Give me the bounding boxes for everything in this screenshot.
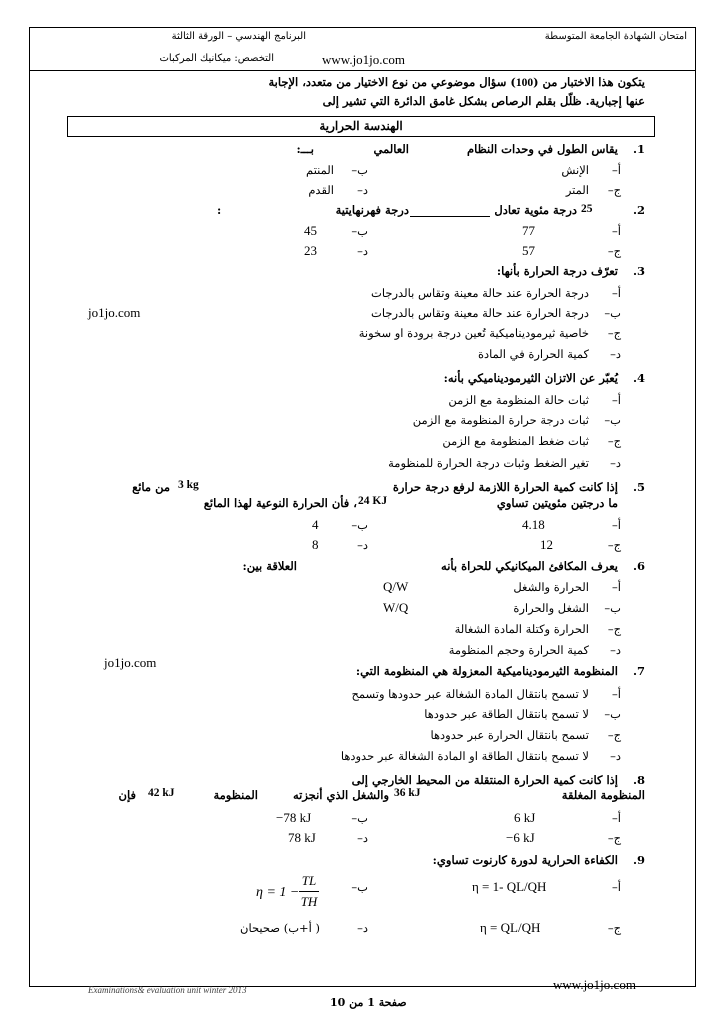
q2-option-a: 77 bbox=[522, 223, 535, 238]
q3-num: 3. bbox=[632, 264, 645, 278]
q3-option-a: درجة الحرارة عند حالة معينة وتقاس بالدرجات bbox=[371, 286, 589, 300]
watermark-1: jo1jo.com bbox=[88, 305, 141, 320]
q6-formula-a: Q/W bbox=[383, 579, 409, 594]
q4-label-a: أ– bbox=[612, 393, 621, 407]
header-site: www.jo1jo.com bbox=[322, 52, 405, 67]
q6-option-b: الشغل والحرارة bbox=[513, 601, 589, 615]
q3-label-c: ج– bbox=[607, 326, 621, 340]
question-count: 100 bbox=[515, 77, 534, 89]
q6-label-d: د– bbox=[610, 643, 621, 657]
q9-label-b: ب– bbox=[351, 880, 368, 894]
q8-label-a: أ– bbox=[612, 811, 621, 825]
q3-option-b: درجة الحرارة عند حالة معينة وتقاس بالدرجات bbox=[371, 306, 589, 320]
intro-line2: عنها إجبارية. ظلّل بقلم الرصاص بشكل غامق الدائرة التي تشير إلى bbox=[322, 94, 645, 108]
q7-option-a: لا تسمح بانتقال المادة الشغالة عبر حدودها وتسمح bbox=[351, 687, 589, 701]
q5-label-a: أ– bbox=[612, 518, 621, 532]
q5-line2: ما درجتين مئويتين تساوي bbox=[496, 496, 618, 510]
q4-option-c: ثبات ضغط المنظومة مع الزمن bbox=[442, 434, 589, 448]
q9-num: 9. bbox=[632, 853, 645, 867]
q2-label-d: د– bbox=[357, 244, 368, 258]
q9-option-c: η = QL/QH bbox=[480, 920, 541, 935]
q6-label-c: ج– bbox=[607, 622, 621, 636]
q1-num: 1. bbox=[632, 142, 645, 156]
q1-text: يقاس الطول في وحدات النظام bbox=[466, 142, 618, 156]
q6-num: 6. bbox=[632, 559, 645, 573]
q8-text: إذا كانت كمية الحرارة المنتقلة من المحيط الخارجي إلى bbox=[351, 773, 618, 787]
exam-name: امتحان الشهادة الجامعة المتوسطة bbox=[544, 31, 687, 42]
q7-label-c: ج– bbox=[607, 728, 621, 742]
q4-label-d: د– bbox=[610, 456, 621, 470]
q2-blank bbox=[410, 216, 490, 217]
q1-text3: بـــ: bbox=[296, 142, 314, 156]
q5-option-a: 4.18 bbox=[522, 517, 545, 532]
header-rule bbox=[30, 70, 695, 71]
page-number: صفحة 1 من 10 bbox=[330, 996, 407, 1009]
q8-option-a: 6 kJ bbox=[514, 810, 536, 825]
program-name: البرنامج الهندسي – الورقة الثالثة bbox=[171, 31, 306, 42]
q7-text: المنظومة الثيرموديناميكية المعزولة هي المنظومة التي: bbox=[355, 664, 618, 678]
q5-label-c: ج– bbox=[607, 538, 621, 552]
q9-option-b-eta: η = 1 − bbox=[256, 885, 300, 900]
q3-label-b: ب– bbox=[604, 306, 621, 320]
q7-option-d: لا تسمح بانتقال الطاقة او المادة الشغالة عبر حدودها bbox=[340, 749, 589, 763]
q5-label-d: د– bbox=[357, 538, 368, 552]
q2-text: درجة مئوية تعادل bbox=[494, 203, 577, 217]
q8-heat: 42 kJ bbox=[148, 787, 175, 799]
q8-line2c: المنظومة bbox=[213, 788, 258, 802]
q2-label-a: أ– bbox=[612, 224, 621, 238]
q9-label-d: د– bbox=[357, 921, 368, 935]
q3-label-a: أ– bbox=[612, 286, 621, 300]
q9-fraction-num: TL bbox=[301, 873, 317, 888]
q8-label-d: د– bbox=[357, 831, 368, 845]
q5-option-d: 8 bbox=[312, 537, 319, 552]
q9-label-a: أ– bbox=[612, 880, 621, 894]
q6-text2: العلاقة بين: bbox=[242, 559, 297, 573]
q2-option-d: 23 bbox=[304, 243, 317, 258]
q6-formula-b: W/Q bbox=[383, 600, 409, 615]
q1-label-c: ج– bbox=[607, 183, 621, 197]
q1-text2: العالمي bbox=[373, 142, 409, 156]
section-title: الهندسة الحرارية bbox=[67, 116, 655, 137]
q6-option-d: كمية الحرارة وحجم المنظومة bbox=[448, 643, 589, 657]
q5-mass: 3 kg bbox=[178, 479, 199, 491]
q1-label-d: د– bbox=[357, 183, 368, 197]
q5-label-b: ب– bbox=[351, 518, 368, 532]
q4-option-b: ثبات درجة حرارة المنظومة مع الزمن bbox=[412, 413, 589, 427]
q6-label-a: أ– bbox=[612, 580, 621, 594]
q4-option-d: تغير الضغط وثبات درجة الحرارة للمنظومة bbox=[388, 456, 589, 470]
q2-option-c: 57 bbox=[522, 243, 535, 258]
q9-option-a: η = 1- QL/QH bbox=[472, 879, 547, 894]
q8-work: 36 kJ bbox=[394, 787, 421, 799]
q8-option-c: −6 kJ bbox=[506, 830, 535, 845]
q1-option-b: المنتم bbox=[306, 163, 334, 177]
q6-text: يعرف المكافئ الميكانيكي للحراة بأنه bbox=[441, 559, 618, 573]
q1-label-a: أ– bbox=[612, 163, 621, 177]
specialty: التخصص: ميكانيك المركبات bbox=[159, 53, 274, 64]
q5-option-c: 12 bbox=[540, 537, 553, 552]
q3-option-d: كمية الحرارة في المادة bbox=[477, 347, 589, 361]
q8-line2d: فإن bbox=[118, 788, 136, 802]
q2-text2: درجة فهرنهايتية bbox=[335, 203, 409, 217]
q9-text: الكفاءة الحرارية لدورة كارنوت تساوي: bbox=[432, 853, 618, 867]
q1-label-b: ب– bbox=[351, 163, 368, 177]
q8-line2a: المنظومة المغلقة bbox=[561, 788, 645, 802]
q7-label-d: د– bbox=[610, 749, 621, 763]
q5-line2b: ، فأن الحرارة النوعية لهذا المائع bbox=[203, 496, 357, 510]
q4-label-c: ج– bbox=[607, 434, 621, 448]
footer-unit: Examinations& evaluation unit winter 2013 bbox=[88, 985, 247, 995]
q9-option-d: ( أ+ب) صحيحان bbox=[240, 921, 320, 935]
q5-option-b: 4 bbox=[312, 517, 319, 532]
q9-option-b-fraction bbox=[299, 873, 319, 910]
q9-fraction-den: TH bbox=[300, 894, 318, 909]
intro-line1 bbox=[268, 75, 645, 89]
q2-num: 2. bbox=[632, 203, 645, 217]
q2-label-c: ج– bbox=[607, 244, 621, 258]
q7-option-b: لا تسمح بانتقال الطاقة عبر حدودها bbox=[424, 707, 589, 721]
q8-num: 8. bbox=[632, 773, 645, 787]
q8-label-c: ج– bbox=[607, 831, 621, 845]
q8-option-b: −78 kJ bbox=[276, 810, 312, 825]
q2-label-b: ب– bbox=[351, 224, 368, 238]
q2-value: 25 bbox=[581, 203, 593, 215]
q9-label-c: ج– bbox=[607, 921, 621, 935]
q2-option-b: 45 bbox=[304, 223, 317, 238]
q5-energy: 24 KJ bbox=[358, 495, 388, 507]
q7-label-b: ب– bbox=[604, 707, 621, 721]
q7-label-a: أ– bbox=[612, 687, 621, 701]
q4-num: 4. bbox=[632, 371, 645, 385]
q8-option-d: 78 kJ bbox=[288, 830, 316, 845]
q3-label-d: د– bbox=[610, 347, 621, 361]
watermark-2: jo1jo.com bbox=[104, 655, 157, 670]
intro-text-a: يتكون هذا الاختبار من ( bbox=[533, 75, 645, 89]
q5-num: 5. bbox=[632, 480, 645, 494]
fraction-bar bbox=[299, 891, 319, 892]
q6-option-a: الحرارة والشغل bbox=[513, 580, 589, 594]
q8-label-b: ب– bbox=[351, 811, 368, 825]
q6-option-c: الحرارة وكتلة المادة الشغالة bbox=[454, 622, 589, 636]
footer-site: www.jo1jo.com bbox=[553, 977, 636, 992]
q4-option-a: ثبات حالة المنظومة مع الزمن bbox=[448, 393, 589, 407]
q1-option-d: القدم bbox=[308, 183, 334, 197]
q5-text: إذا كانت كمية الحرارة اللازمة لرفع درجة حرارة bbox=[392, 480, 618, 494]
q7-option-c: تسمح بانتقال الحرارة عبر حدودها bbox=[430, 728, 589, 742]
q2-colon: : bbox=[217, 203, 222, 217]
q7-num: 7. bbox=[632, 664, 645, 678]
q3-option-c: خاصية ثيرموديناميكية تُعين درجة برودة او سخونة bbox=[358, 326, 589, 340]
q6-label-b: ب– bbox=[604, 601, 621, 615]
q8-line2b: والشغل الذي أنجزته bbox=[292, 788, 389, 802]
q4-label-b: ب– bbox=[604, 413, 621, 427]
q1-option-a: الإنش bbox=[561, 163, 589, 177]
q3-text: تعرّف درجة الحرارة بأنها: bbox=[496, 264, 618, 278]
q1-option-c: المتر bbox=[565, 183, 589, 197]
q4-text: يُعبّر عن الاتزان الثيرموديناميكي بأنه: bbox=[443, 371, 618, 385]
intro-text-b: ) سؤال موضوعي من نوع الاختيار من متعدد، الإجابة bbox=[268, 75, 516, 89]
q5-text2: من مائع bbox=[132, 480, 170, 494]
